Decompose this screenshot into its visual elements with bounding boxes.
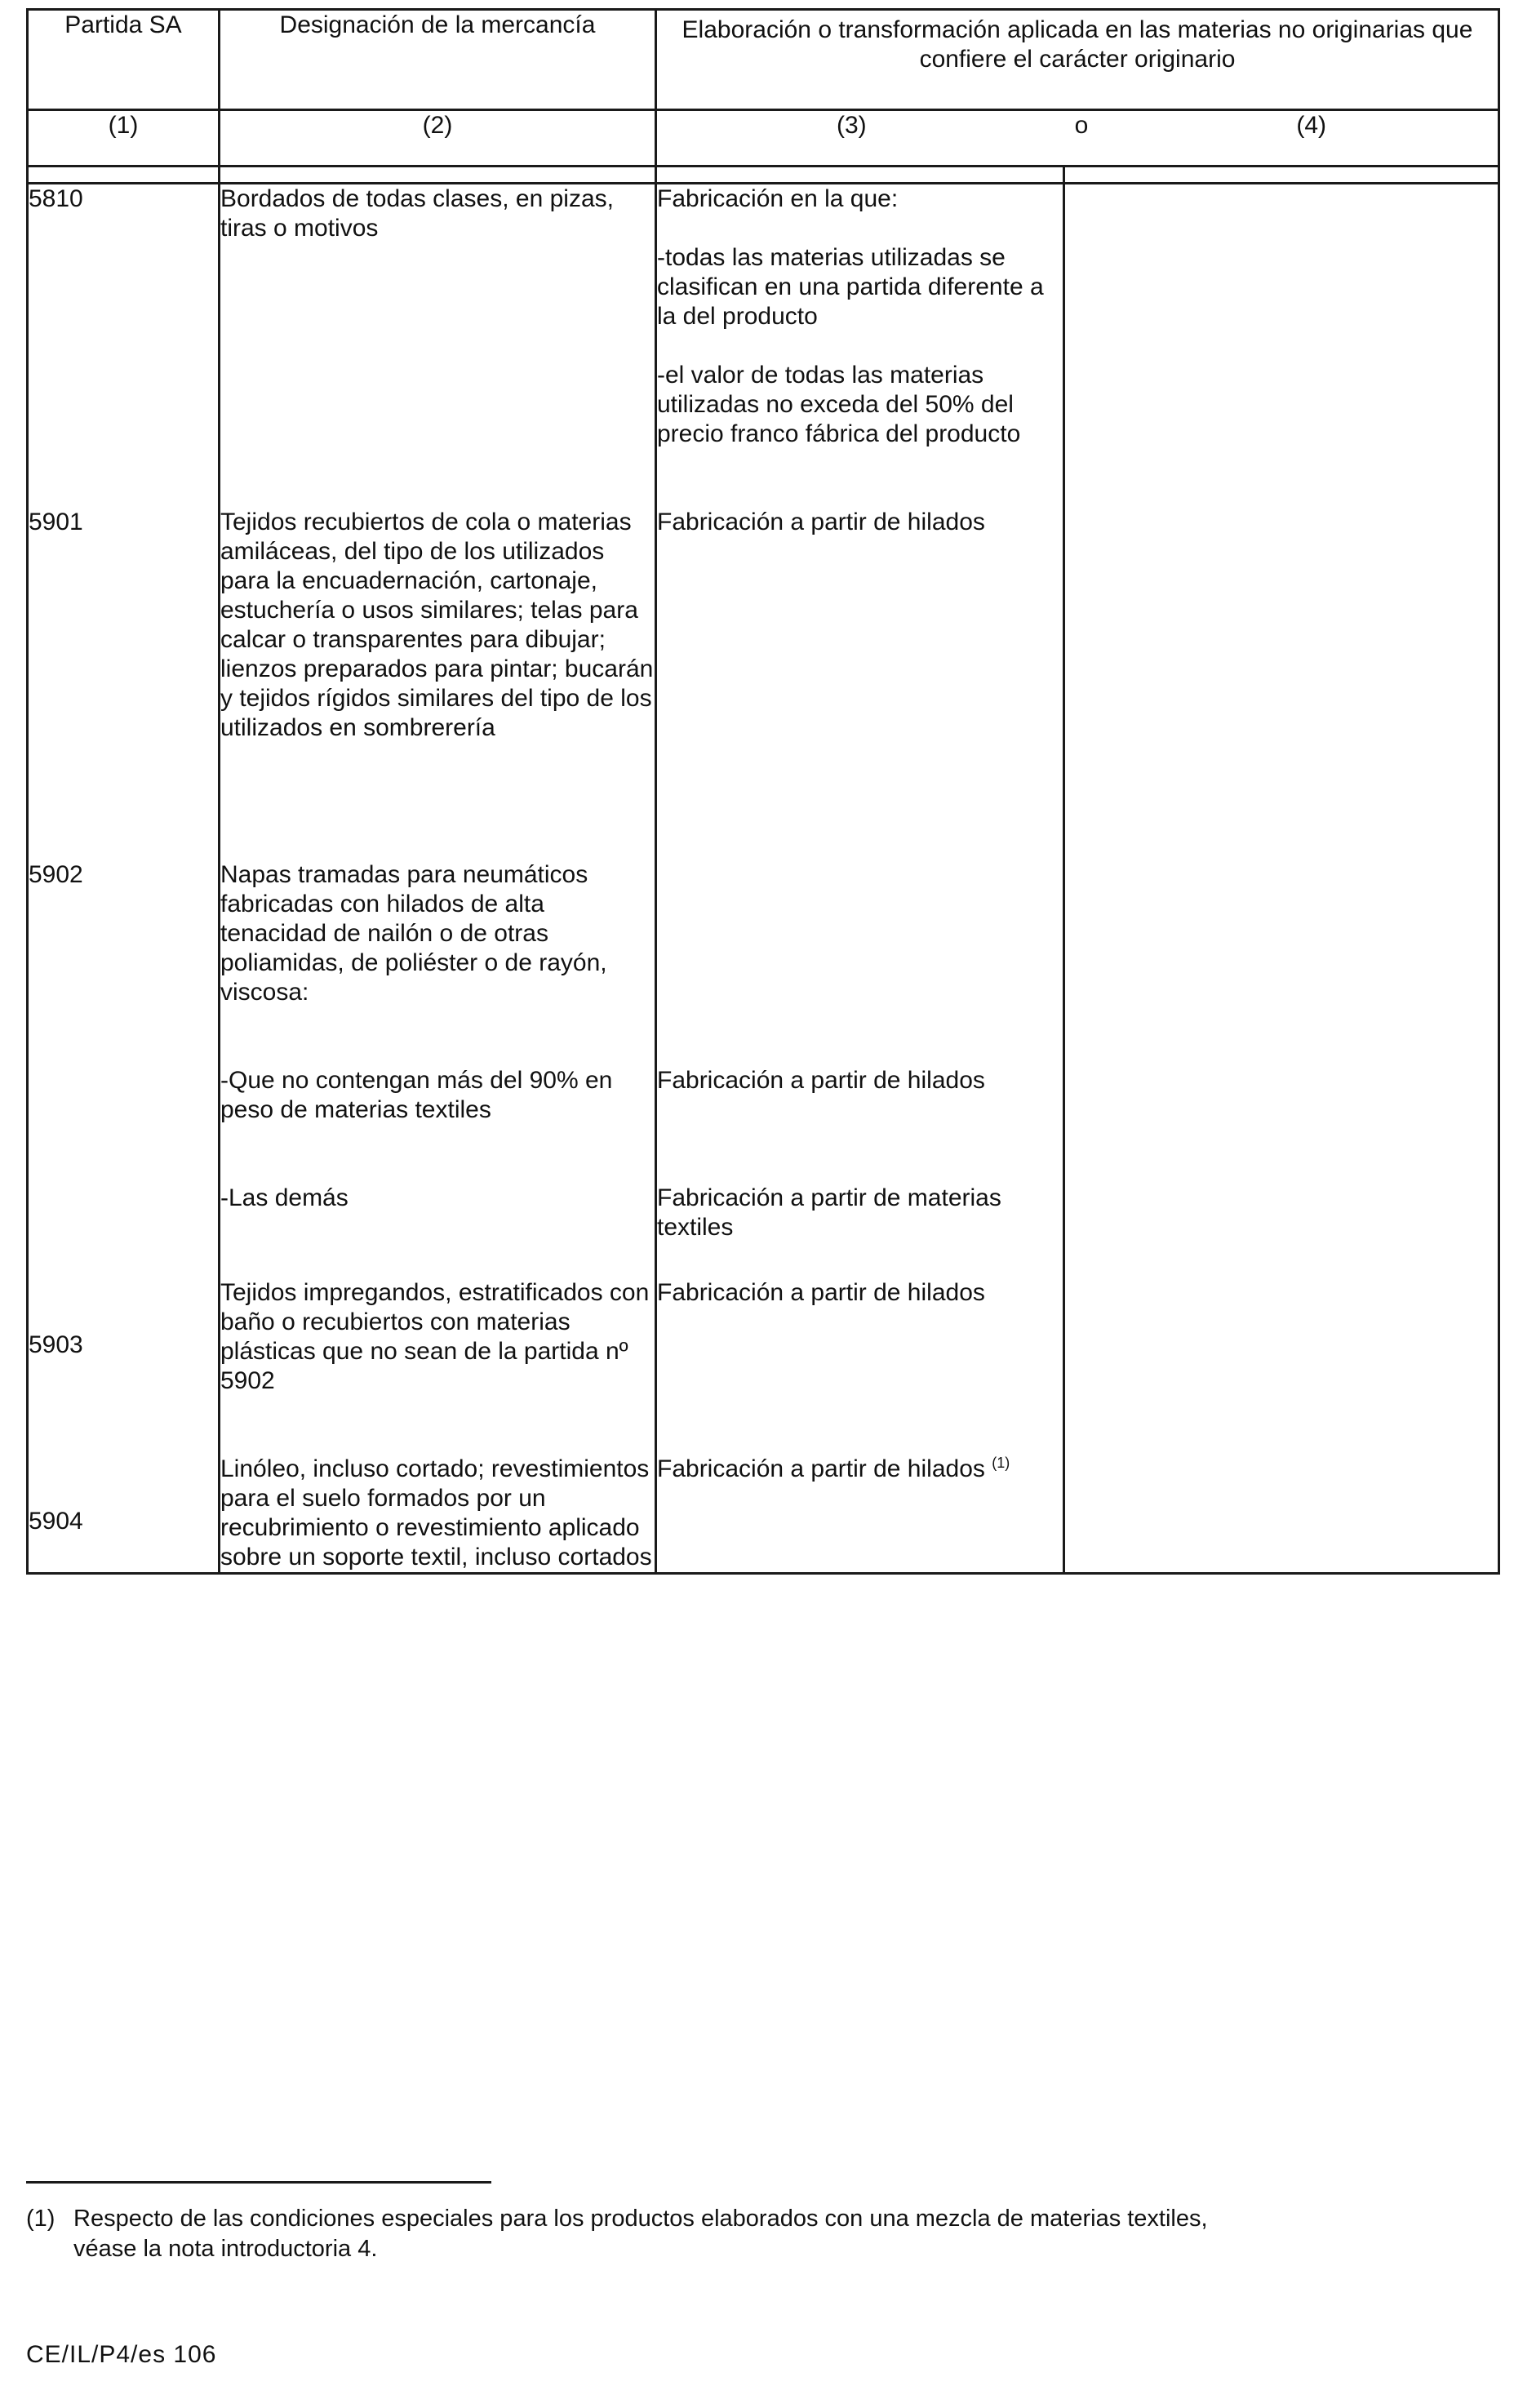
footnote-text-2: véase la nota introductoria 4. (73, 2236, 378, 2262)
column-number-2: (2) (220, 110, 656, 167)
code-5903: 5903 (29, 1331, 83, 1358)
rule-5810-cond-2: -el valor de todas las materias utilizadas no exceda del 50% del precio franco fábrica del producto (657, 362, 1021, 447)
header-elaboracion (656, 10, 1499, 110)
designation-5902-sub-2: -Las demás (220, 1184, 349, 1211)
footnote-line-1 (26, 2204, 1487, 2234)
elaboration-column-4 (1064, 184, 1499, 1574)
elaboration-column-3 (656, 184, 1064, 1574)
footnote (26, 2204, 1487, 2264)
rule-5902-sub-2: Fabricación a partir de materias textiles (657, 1184, 1001, 1241)
rule-5904 (657, 1455, 1063, 1484)
designation-5902-sub-1: -Que no contengan más del 90% en peso de materias textiles (220, 1067, 613, 1123)
origin-rules-table (26, 8, 1500, 1575)
footnote-ref: (1) (992, 1455, 1010, 1471)
code-5902: 5902 (29, 861, 83, 888)
column-number-3: (3) (837, 112, 867, 139)
header-partida: Partida SA (28, 10, 220, 110)
designation-column (220, 184, 656, 1574)
code-5810: 5810 (29, 185, 83, 212)
page-reference: CE/IL/P4/es 106 (26, 2341, 217, 2368)
header-elaboracion-text: Elaboración o transformación aplicada en las materias no originarias que confiere el carácter originario (682, 16, 1473, 73)
table-row (28, 184, 1499, 1574)
rule-5810-intro: Fabricación en la que: (657, 185, 899, 212)
designation-5901: Tejidos recubiertos de cola o materias amiláceas, del tipo de los utilizados para la encuadernación, cartonaje, estuchería o usos similares; telas para calcar o transparentes para dibujar; lienzos preparados para pintar; bucarán y tejidos rígidos similares del tipo de los utilizados en sombrerería (220, 509, 654, 741)
column-or-label: o (1074, 112, 1089, 139)
table-header-row (28, 10, 1499, 110)
designation-5904: Linóleo, incluso cortado; revestimientos para el suelo formados por un recubrimiento o revestimiento aplicado sobre un soporte textil, incluso cortados (220, 1455, 652, 1571)
column-number-1: (1) (28, 110, 220, 167)
rule-5810-cond-1: -todas las materias utilizadas se clasifican en una partida diferente a la del producto (657, 244, 1044, 330)
rule-5903: Fabricación a partir de hilados (657, 1279, 985, 1306)
footnote-text-1: Respecto de las condiciones especiales para los productos elaborados con una mezcla de materias textiles, (73, 2206, 1208, 2232)
rule-5904-text: Fabricación a partir de hilados (657, 1455, 985, 1482)
code-5901: 5901 (29, 509, 83, 535)
column-number-row (28, 110, 1499, 167)
footnote-separator (26, 2181, 491, 2184)
rule-5810 (657, 184, 1063, 508)
designation-5902: Napas tramadas para neumáticos fabricadas con hilados de alta tenacidad de nailón o de otras poliamidas, de poliéster o de rayón, viscosa: (220, 861, 607, 1006)
spacer-row (28, 167, 1499, 184)
footnote-mark: (1) (26, 2206, 55, 2232)
rule-5901: Fabricación a partir de hilados (657, 509, 985, 535)
column-number-3-4 (656, 110, 1499, 167)
header-designacion: Designación de la mercancía (220, 10, 656, 110)
designation-5810: Bordados de todas clases, en pizas, tiras o motivos (220, 185, 614, 242)
code-5904: 5904 (29, 1508, 83, 1535)
rule-5902-sub-1: Fabricación a partir de hilados (657, 1067, 985, 1094)
column-number-4: (4) (1296, 112, 1326, 139)
hs-code (28, 184, 220, 1574)
designation-5903: Tejidos impregandos, estratificados con baño o recubiertos con materias plásticas que no sean de la partida nº 5902 (220, 1279, 650, 1394)
